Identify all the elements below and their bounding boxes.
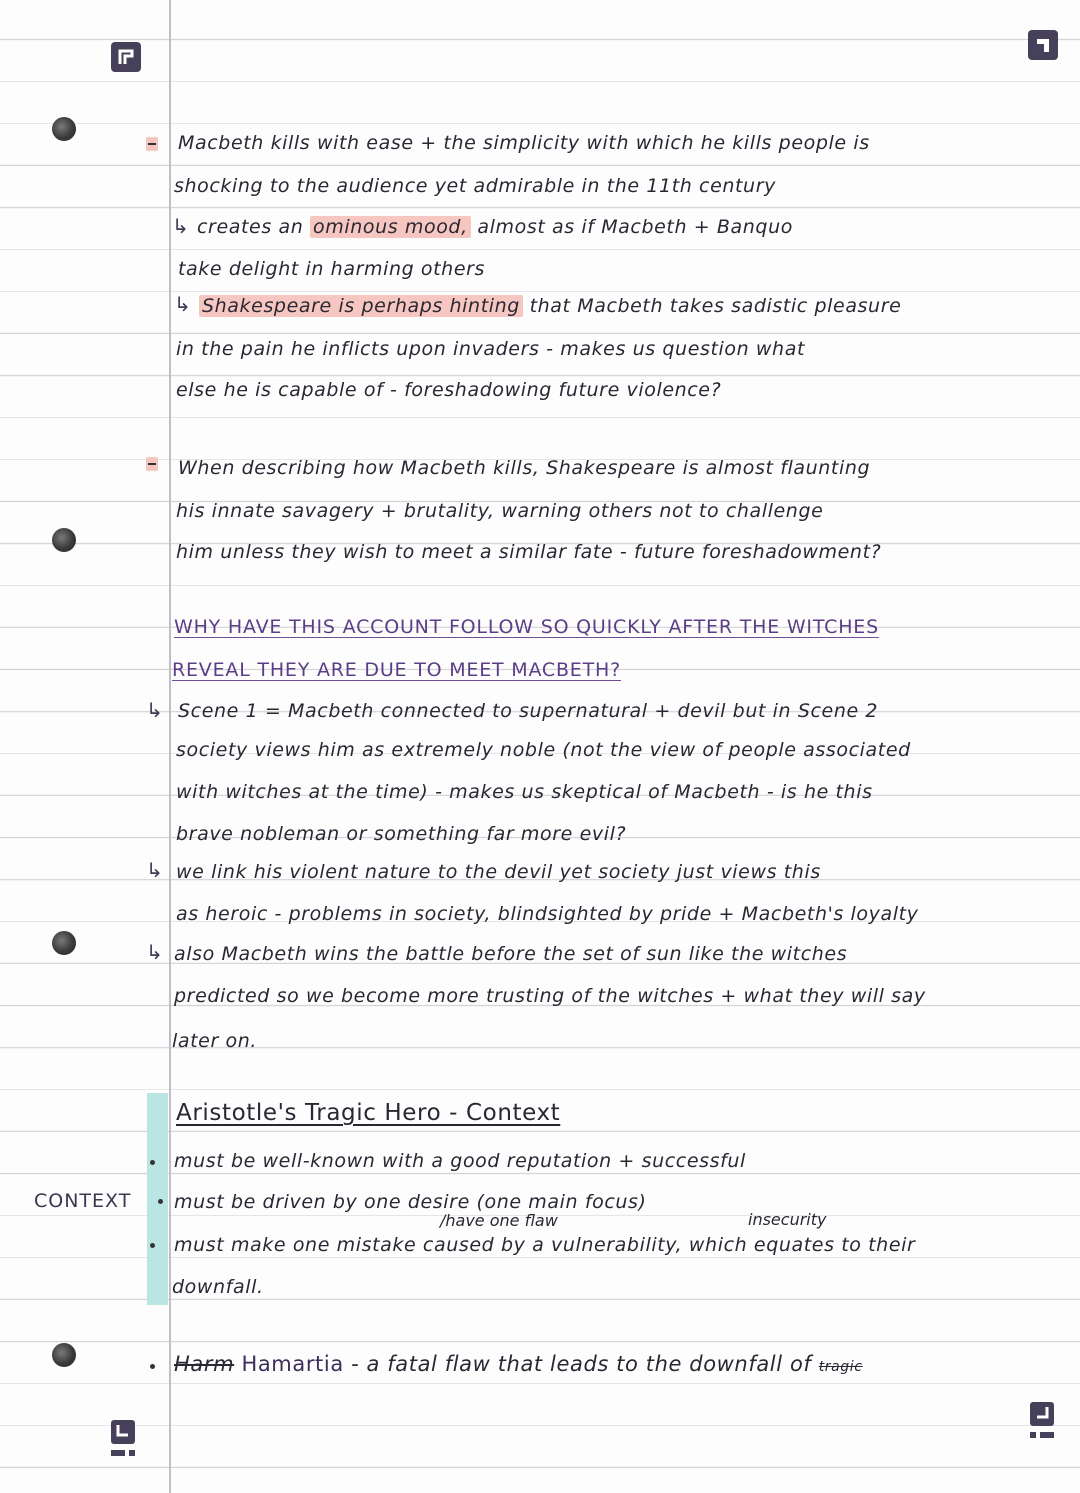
context-label: CONTEXT [34, 1190, 132, 1212]
note-line [199, 297, 901, 316]
note-line [174, 1354, 863, 1375]
note-line: When describing how Macbeth kills, Shakespeare is almost flaunting [178, 457, 871, 479]
arrow-icon: ↳ [146, 698, 163, 722]
note-line: also Macbeth wins the battle before the set of sun like the witches [174, 943, 848, 965]
note-line: must be well-known with a good reputation + successful [174, 1150, 746, 1172]
punch-hole [52, 931, 76, 955]
note-line: predicted so we become more trusting of the witches + what they will say [174, 985, 926, 1007]
arrow-icon: ↳ [174, 292, 191, 316]
margin-line [169, 0, 171, 1493]
pink-dash-marker [146, 137, 158, 151]
note-line: we link his violent nature to the devil yet society just views this [176, 861, 821, 883]
bullet-point [150, 1243, 155, 1248]
punch-hole [52, 117, 76, 141]
note-line: with witches at the time) - makes us skeptical of Macbeth - is he this [176, 781, 873, 803]
arrow-icon: ↳ [146, 940, 163, 964]
note-line: Macbeth kills with ease + the simplicity with which he kills people is [178, 132, 870, 154]
struck-out-text: tragic [818, 1359, 863, 1375]
arrow-icon: ↳ [172, 214, 189, 238]
corner-bracket-icon [111, 42, 141, 72]
highlighted-text: ominous mood, [310, 216, 471, 238]
note-line: later on. [172, 1030, 258, 1052]
note-line: must make one mistake caused by a vulnerability, which equates to their [174, 1234, 916, 1256]
arrow-icon: ↳ [146, 858, 163, 882]
corner-bracket-icon [1028, 30, 1058, 60]
annotation-note: /have one flaw [440, 1211, 558, 1230]
punch-hole [52, 1343, 76, 1367]
note-text: almost as if Macbeth + Banquo [477, 216, 793, 238]
note-line: take delight in harming others [178, 258, 486, 280]
key-term: Hamartia [241, 1352, 344, 1376]
note-line: downfall. [172, 1276, 264, 1298]
note-text: creates an [197, 216, 304, 238]
section-title: Aristotle's Tragic Hero - Context [176, 1100, 561, 1126]
note-line: must be driven by one desire (one main focus) [174, 1191, 647, 1213]
note-line: his innate savagery + brutality, warning others not to challenge [176, 500, 824, 522]
note-line: society views him as extremely noble (not the view of people associated [176, 739, 911, 761]
struck-out-text: Harm [174, 1352, 235, 1376]
punch-hole [52, 528, 76, 552]
bullet-point [158, 1199, 163, 1204]
note-line: him unless they wish to meet a similar fate - future foreshadowment? [176, 541, 882, 563]
note-line: brave nobleman or something far more evil? [176, 823, 627, 845]
note-line: Scene 1 = Macbeth connected to supernatural + devil but in Scene 2 [178, 700, 879, 722]
pink-dash-marker [146, 457, 158, 471]
note-line: else he is capable of - foreshadowing future violence? [176, 379, 722, 401]
corner-bracket-icon [111, 1420, 135, 1458]
note-text: that Macbeth takes sadistic pleasure [529, 295, 902, 317]
bullet-point [150, 1364, 155, 1369]
note-line: in the pain he inflicts upon invaders - makes us question what [176, 338, 805, 360]
bullet-point [150, 1160, 155, 1165]
question-heading: WHY HAVE THIS ACCOUNT FOLLOW SO QUICKLY AFTER THE WITCHES [174, 616, 879, 638]
note-line: as heroic - problems in society, blindsighted by pride + Macbeth's loyalty [176, 903, 919, 925]
note-text: - a fatal flaw that leads to the downfall of [351, 1352, 812, 1376]
corner-bracket-icon [1030, 1402, 1054, 1440]
note-line [197, 218, 793, 237]
highlighted-text: Shakespeare is perhaps hinting [199, 295, 523, 317]
note-line: shocking to the audience yet admirable in the 11th century [174, 175, 776, 197]
annotation-note: insecurity [748, 1210, 827, 1229]
question-heading: REVEAL THEY ARE DUE TO MEET MACBETH? [172, 659, 621, 681]
